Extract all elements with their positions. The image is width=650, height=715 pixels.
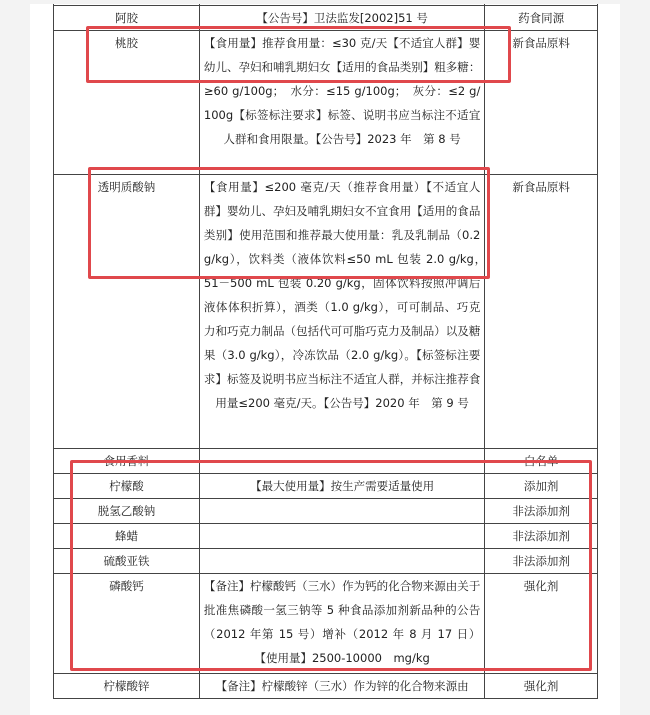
row-desc: 【食用量】推荐食用量：≤30 克/天【不适宜人群】婴幼儿、孕妇和哺乳期妇女【适用的食品类别】粗多糖：≥60 g/100g； 水分：≤15 g/100g； 灰分：≤2 g/100g【标签标注要求】标签、说明书应当标注不适宜人群和食用限量。【公告号】2023 年 第 8 号 — [199, 31, 484, 175]
row-name: 透明质酸钠 — [54, 175, 200, 449]
row-category: 白名单 — [485, 449, 598, 474]
row-desc: 【备注】柠檬酸钙（三水）作为钙的化合物来源由关于批准焦磷酸一氢三钠等 5 种食品添加剂新品种的公告（2012 年第 15 号）增补（2012 年 8 月 17 日）【使用量】2500-10000 mg/kg — [199, 574, 484, 674]
table-row — [54, 524, 598, 549]
row-name: 脱氢乙酸钠 — [54, 499, 200, 524]
table-row — [54, 175, 598, 449]
row-desc: 【最大使用量】按生产需要适量使用 — [199, 474, 484, 499]
row-category: 新食品原料 — [485, 31, 598, 175]
row-name: 阿胶 — [54, 6, 200, 31]
row-category: 药食同源 — [485, 6, 598, 31]
row-category: 强化剂 — [485, 574, 598, 674]
row-category: 强化剂 — [485, 674, 598, 699]
row-name: 蜂蜡 — [54, 524, 200, 549]
row-name: 柠檬酸 — [54, 474, 200, 499]
table-row — [54, 549, 598, 574]
row-desc — [199, 524, 484, 549]
table-row — [54, 499, 598, 524]
row-desc — [199, 449, 484, 474]
table-row — [54, 6, 598, 31]
table-row — [54, 574, 598, 674]
row-category: 非法添加剂 — [485, 524, 598, 549]
row-desc — [199, 499, 484, 524]
row-category: 非法添加剂 — [485, 499, 598, 524]
table-row — [54, 474, 598, 499]
table-row — [54, 449, 598, 474]
row-category: 新食品原料 — [485, 175, 598, 449]
row-name: 桃胶 — [54, 31, 200, 175]
row-desc: 【食用量】≤200 毫克/天（推荐食用量）【不适宜人群】婴幼儿、孕妇及哺乳期妇女不宜食用【适用的食品类别】使用范围和推荐最大使用量：乳及乳制品（0.2g/kg），饮料类（液体饮料≤50 mL 包装 2.0 g/kg， 51－500 mL 包装 0.20 g/kg，固体饮料按照冲调后液体体积折算），酒类（1.0 g/kg），可可制品、巧克力和巧克力制品（包括代可可脂巧克力及制品）以及糖果（3.0 g/kg），冷冻饮品（2.0 g/kg）。【标签标注要求】标签及说明书应当标注不适宜人群，并标注推荐食用量≤200 毫克/天。【公告号】2020 年 第 9 号 — [199, 175, 484, 449]
row-name: 磷酸钙 — [54, 574, 200, 674]
row-category: 添加剂 — [485, 474, 598, 499]
table-row — [54, 31, 598, 175]
table-row — [54, 674, 598, 699]
page-edge — [0, 0, 650, 4]
row-name: 硫酸亚铁 — [54, 549, 200, 574]
row-name: 食用香料 — [54, 449, 200, 474]
ingredient-table — [53, 0, 598, 699]
row-name: 柠檬酸锌 — [54, 674, 200, 699]
row-desc: 【备注】柠檬酸锌（三水）作为锌的化合物来源由 — [199, 674, 484, 699]
row-category: 非法添加剂 — [485, 549, 598, 574]
row-desc — [199, 549, 484, 574]
row-desc: 【公告号】卫法监发[2002]51 号 — [199, 6, 484, 31]
